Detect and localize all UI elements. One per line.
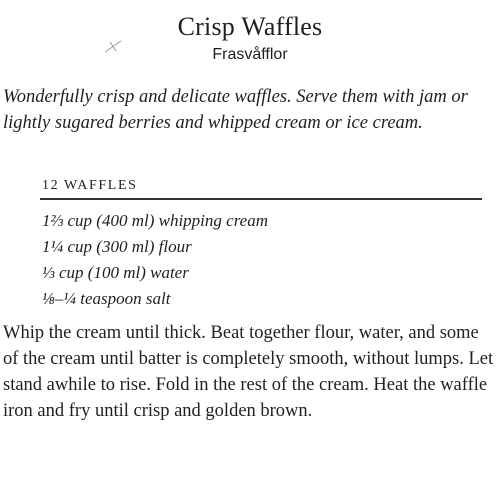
recipe-intro: Wonderfully crisp and delicate waffles. Serve them with jam or lightly sugared berries and whipped cream or ice cream. bbox=[3, 87, 468, 133]
ingredient-item: ⅓ cup (100 ml) water bbox=[42, 263, 189, 282]
recipe-yield: 12 WAFFLES bbox=[42, 178, 138, 193]
ingredient-item: ⅛–¼ teaspoon salt bbox=[42, 289, 171, 308]
yield-divider bbox=[40, 198, 482, 200]
recipe-title: Crisp Waffles bbox=[177, 12, 323, 41]
ingredient-list bbox=[42, 208, 268, 312]
ingredient-item: 1⅔ cup (400 ml) whipping cream bbox=[42, 211, 269, 230]
ingredient-item: 1¼ cup (300 ml) flour bbox=[42, 237, 192, 256]
recipe-method: Whip the cream until thick. Beat together flour, water, and some of the cream until batter is completely smooth, without lumps. Let stand awhile to rise. Fold in the rest of the cream. Heat the waffle iron and fry until crisp and golden brown. bbox=[3, 323, 494, 421]
recipe-subtitle: Frasvåfflor bbox=[212, 46, 288, 63]
